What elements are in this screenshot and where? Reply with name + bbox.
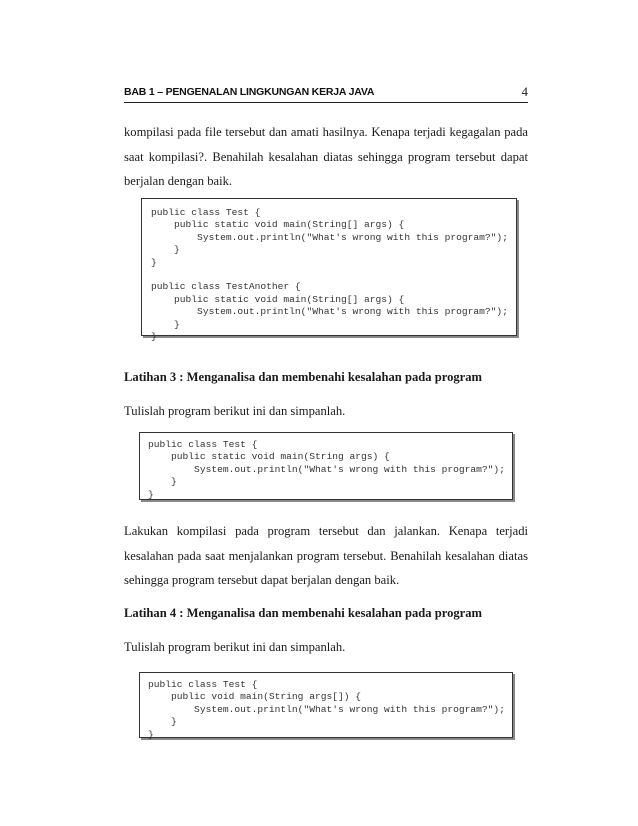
code-line: } [148,716,177,728]
latihan3-instruction: Tulislah program berikut ini dan simpanlah. [124,404,346,418]
code-line: } [151,244,180,256]
code-block-latihan4 [139,672,513,738]
running-header [124,84,528,103]
chapter-title: BAB 1 – PENGENALAN LINGKUNGAN KERJA JAVA [124,86,375,98]
code-block-latihan3-text [148,439,512,501]
intro-paragraph: kompilasi pada file tersebut dan amati hasilnya. Kenapa terjadi kegagalan pada saat kompilasi?. Benahilah kesalahan diatas sehingga program tersebut dapat berjalan dengan baik. [124,125,528,188]
latihan3-heading: Latihan 3 : Menganalisa dan membenahi kesalahan pada program [124,370,483,384]
code-block-1 [141,198,517,343]
code-line: } [148,476,177,488]
code-block-latihan3 [139,432,513,500]
latihan3-paragraph: Lakukan kompilasi pada program tersebut dan jalankan. Kenapa terjadi kesalahan pada saat menjalankan program tersebut. Benahilah kesalahan diatas sehingga program tersebut dapat berjalan dengan baik. [124,524,528,587]
code-line: public static void main(String[] args) { [151,293,405,305]
code-line: } [148,488,154,500]
code-line: System.out.println("What's wrong with this program?"); [148,703,505,715]
code-line: public class Test { [151,207,261,218]
code-line: public class TestAnother { [151,281,301,293]
code-line: } [151,256,157,268]
code-line: public void main(String args[]) { [148,691,362,703]
latihan4-heading: Latihan 4 : Menganalisa dan membenahi kesalahan pada program [124,606,483,620]
code-line: public static void main(String[] args) { [151,219,405,231]
code-block-latihan4-text [148,679,512,741]
code-line: System.out.println("What's wrong with this program?"); [151,231,508,243]
code-line: System.out.println("What's wrong with this program?"); [148,463,505,475]
code-line: } [148,728,154,740]
code-line: } [151,318,180,330]
code-line: System.out.println("What's wrong with this program?"); [151,306,508,318]
code-line: public static void main(String args) { [148,451,390,463]
latihan4-instruction: Tulislah program berikut ini dan simpanlah. [124,640,346,654]
code-line [151,269,516,281]
page-number: 4 [521,84,528,99]
code-line: public class Test { [148,439,258,450]
code-line: } [151,331,157,343]
code-line: public class Test { [148,679,258,690]
code-block-1-text [151,207,516,343]
